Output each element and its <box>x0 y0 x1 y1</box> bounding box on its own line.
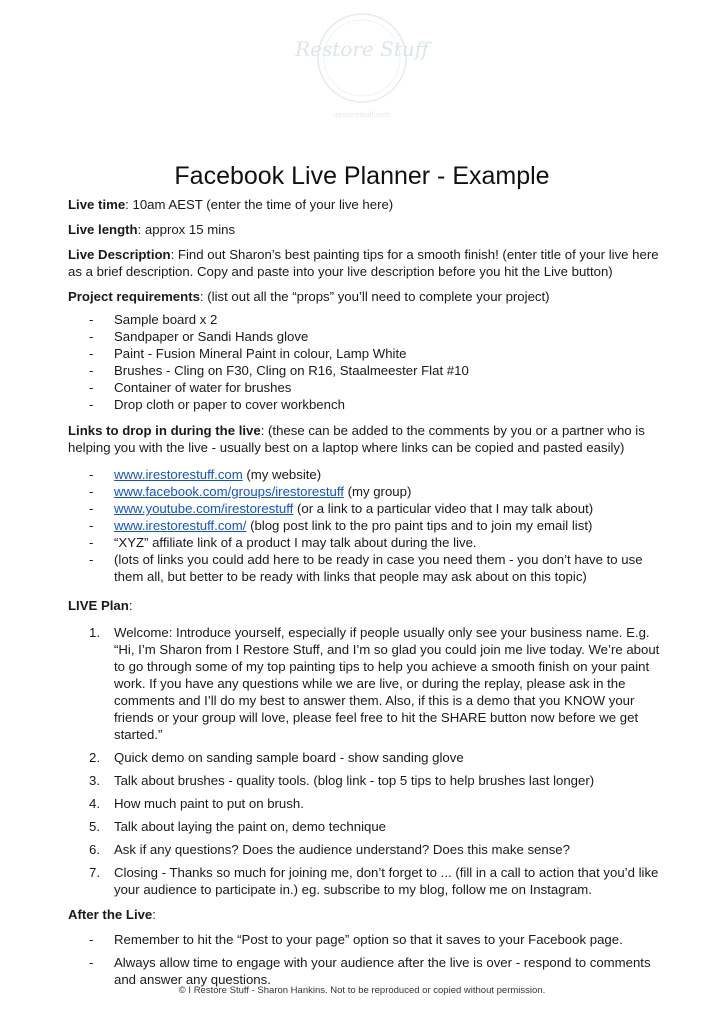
item-number: 7. <box>89 865 100 880</box>
dash-bullet-icon: - <box>89 346 94 361</box>
dash-bullet-icon: - <box>89 932 94 947</box>
list-item <box>68 749 668 766</box>
item-number: 2. <box>89 750 100 765</box>
list-item <box>68 772 668 789</box>
dash-bullet-icon: - <box>89 329 94 344</box>
logo-badge-icon <box>295 8 429 108</box>
list-item <box>68 931 668 948</box>
live-plan-list <box>68 624 668 898</box>
list-item <box>68 954 668 988</box>
live-length-row <box>68 221 668 238</box>
live-length-value: : approx 15 mins <box>137 222 236 237</box>
requirement-text: Brushes - Cling on F30, Cling on R16, Staalmeester Flat #10 <box>114 363 469 378</box>
dash-bullet-icon: - <box>89 312 94 327</box>
plan-step-text: Talk about brushes - quality tools. (blog link - top 5 tips to help brushes last longer) <box>114 773 595 788</box>
links-note: : (these can be added to the comments by you or a partner who is helping you with the live - usually best on a laptop where links can be copied and pasted easily) <box>68 423 645 455</box>
live-plan-label: LIVE Plan <box>68 598 129 613</box>
list-item <box>68 624 668 743</box>
dash-bullet-icon: - <box>89 552 94 567</box>
link-note: (or a link to a particular video that I may talk about) <box>293 501 594 516</box>
list-item <box>68 483 668 500</box>
plan-step-text: Closing - Thanks so much for joining me, don’t forget to ... (fill in a call to action that you’d like your audience to participate in.) eg. subscribe to my blog, follow me on Instagram. <box>114 865 659 897</box>
plan-step-text: Ask if any questions? Does the audience understand? Does this make sense? <box>114 842 570 857</box>
live-description-value: : Find out Sharon’s best painting tips for a smooth finish! (enter title of your live here as a brief description. Copy and paste into your live description before you hit the Live button) <box>68 247 659 279</box>
requirement-text: Drop cloth or paper to cover workbench <box>114 397 345 412</box>
colon: : <box>128 598 133 613</box>
project-requirements-heading <box>68 288 668 305</box>
list-item <box>68 379 668 396</box>
list-item <box>68 345 668 362</box>
item-number: 4. <box>89 796 100 811</box>
after-live-heading <box>68 906 668 923</box>
links-label: Links to drop in during the live <box>68 423 261 438</box>
document-body <box>68 196 668 997</box>
live-time-label: Live time <box>68 197 126 212</box>
youtube-link[interactable]: www.youtube.com/irestorestuff <box>114 501 294 516</box>
item-number: 1. <box>89 625 100 640</box>
after-live-text: Always allow time to engage with your audience after the live is over - respond to comments and answer any questions. <box>114 955 651 987</box>
logo-script-text: Restore Stuff <box>295 37 429 61</box>
dash-bullet-icon: - <box>89 397 94 412</box>
list-item <box>68 500 668 517</box>
link-note: “XYZ” affiliate link of a product I may talk about during the live. <box>114 535 477 550</box>
dash-bullet-icon: - <box>89 518 94 533</box>
link-note: (blog post link to the pro paint tips and to join my email list) <box>246 518 593 533</box>
live-time-value: : 10am AEST (enter the time of your live here) <box>125 197 394 212</box>
live-length-label: Live length <box>68 222 138 237</box>
link-note: (my group) <box>343 484 412 499</box>
links-heading <box>68 422 668 456</box>
requirements-list <box>68 311 668 413</box>
after-live-text: Remember to hit the “Post to your page” option so that it saves to your Facebook page. <box>114 932 623 947</box>
list-item <box>68 466 668 483</box>
live-plan-heading <box>68 597 668 614</box>
link-note: (my website) <box>242 467 322 482</box>
list-item <box>68 534 668 551</box>
requirement-text: Sample board x 2 <box>114 312 218 327</box>
live-time-row <box>68 196 668 213</box>
project-requirements-label: Project requirements <box>68 289 200 304</box>
facebook-group-link[interactable]: www.facebook.com/groups/irestorestuff <box>114 484 344 499</box>
live-description-label: Live Description <box>68 247 171 262</box>
list-item <box>68 551 668 585</box>
links-list <box>68 466 668 585</box>
dash-bullet-icon: - <box>89 955 94 970</box>
project-requirements-note: : (list out all the “props” you’ll need to complete your project) <box>199 289 550 304</box>
plan-step-text: Welcome: Introduce yourself, especially if people usually only see your business name. E.g. “Hi, I’m Sharon from I Restore Stuff, and I’m so glad you could join me live today. We’re about to go through some of my top painting tips to help you achieve a smooth finish on your paint work. If you have any questions while we are live, or during the replay, please ask in the comments and I’ll do my best to answer them. Also, if this is a demo that you KNOW your friends or your group will love, please feel free to hit the SHARE button now before we get started.” <box>114 625 660 742</box>
link-note: (lots of links you could add here to be ready in case you need them - you don’t have to use them all, but better to be ready with links that people may ask about on this topic) <box>114 552 643 584</box>
plan-step-text: How much paint to put on brush. <box>114 796 304 811</box>
list-item <box>68 841 668 858</box>
plan-step-text: Quick demo on sanding sample board - show sanding glove <box>114 750 464 765</box>
item-number: 3. <box>89 773 100 788</box>
blog-post-link[interactable]: www.irestorestuff.com/ <box>114 518 247 533</box>
dash-bullet-icon: - <box>89 501 94 516</box>
page-title: Facebook Live Planner - Example <box>174 162 550 190</box>
list-item <box>68 864 668 898</box>
item-number: 6. <box>89 842 100 857</box>
watermark-logo <box>295 8 429 126</box>
list-item <box>68 396 668 413</box>
dash-bullet-icon: - <box>89 484 94 499</box>
after-live-list <box>68 931 668 988</box>
dash-bullet-icon: - <box>89 535 94 550</box>
list-item <box>68 517 668 534</box>
list-item <box>68 311 668 328</box>
after-live-label: After the Live <box>68 907 153 922</box>
website-link[interactable]: www.irestorestuff.com <box>114 467 243 482</box>
list-item <box>68 362 668 379</box>
live-description-row <box>68 246 668 280</box>
item-number: 5. <box>89 819 100 834</box>
dash-bullet-icon: - <box>89 380 94 395</box>
dash-bullet-icon: - <box>89 467 94 482</box>
list-item <box>68 328 668 345</box>
requirement-text: Sandpaper or Sandi Hands glove <box>114 329 309 344</box>
copyright-footer: © I Restore Stuff - Sharon Hankins. Not to be reproduced or copied without permission. <box>178 985 546 996</box>
list-item <box>68 795 668 812</box>
list-item <box>68 818 668 835</box>
requirement-text: Container of water for brushes <box>114 380 292 395</box>
plan-step-text: Talk about laying the paint on, demo technique <box>114 819 386 834</box>
dash-bullet-icon: - <box>89 363 94 378</box>
colon: : <box>152 907 156 922</box>
requirement-text: Paint - Fusion Mineral Paint in colour, Lamp White <box>114 346 407 361</box>
logo-url: irestorestuff.com <box>333 112 391 119</box>
